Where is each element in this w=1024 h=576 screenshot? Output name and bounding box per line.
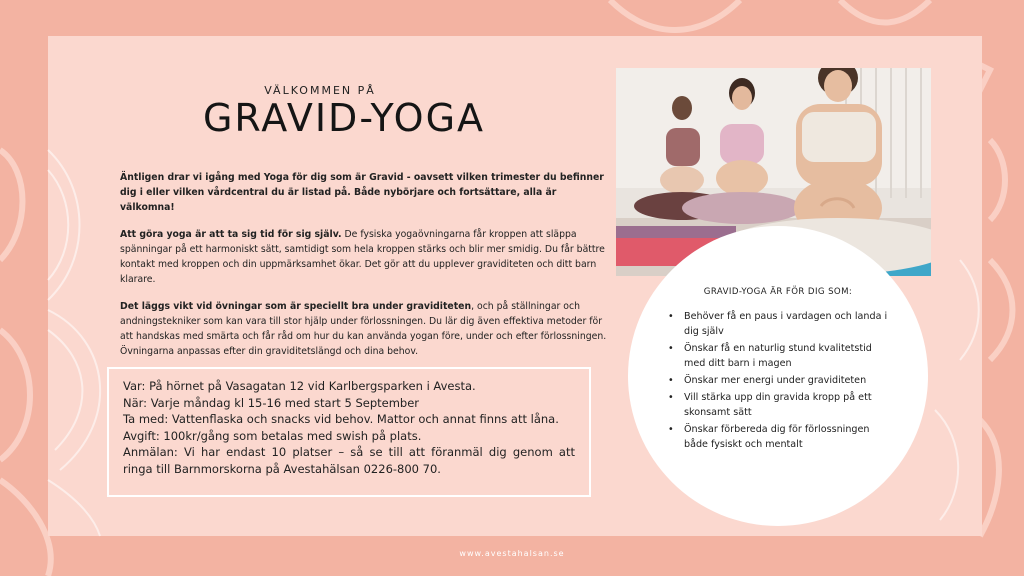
list-item [668,341,894,371]
intro-paragraph-1: Äntligen drar vi igång med Yoga för dig som är Gravid - oavsett vilken trimester du befinner dig i eller vilken vårdcentral du är listad på. Både nybörjare och fortsättare, alla är välkomna! [120,172,604,213]
intro-paragraph-2-lead: Att göra yoga är att ta sig tid för sig själv. [120,229,342,240]
bullet-icon: • [668,392,674,403]
intro-paragraph-3 [120,299,610,359]
info-fee: Avgift: 100kr/gång som betalas med swish på plats. [123,428,422,443]
bullet-icon: • [668,343,674,354]
intro-text [120,170,610,371]
intro-paragraph-2 [120,227,610,287]
event-info-box [107,367,591,497]
bullet-icon: • [668,311,674,322]
page-title: GRAVID-YOGA [202,96,486,140]
info-registration-line-1: Anmälan: Vi har endast 10 platser – så se till att föranmäl dig genom att [123,445,575,459]
info-time: När: Varje måndag kl 15-16 med start 5 September [123,395,420,410]
list-item-text: Önskar förbereda dig för förlossningen både fysiskt och mentalt [684,424,870,450]
footer-url: www.avestahalsan.se [459,549,565,558]
list-item-text: Vill stärka upp din gravida kropp på ett skonsamt sätt [684,392,872,418]
intro-paragraph-3-body: , och på ställningar och andningstekniker som kan vara till stor hjälp under förlossningen. Du lär dig även effektiva metoder för att handskas med smärta och får råd om hur du kan använda yogan före, under och efter förlossningen. Övningarna anpassas efter din graviditetslängd och dina behov. [120,301,607,357]
list-item [668,390,894,420]
audience-title: GRAVID-YOGA ÄR FÖR DIG SOM: [703,287,853,297]
list-item-text: Önskar få en naturlig stund kvalitetstid med ditt barn i magen [684,343,872,369]
list-item-text: Behöver få en paus i vardagen och landa i dig själv [684,311,888,337]
list-item [668,373,894,388]
audience-list [668,309,894,454]
intro-paragraph-3-lead: Det läggs vikt vid övningar som är speciellt bra under graviditeten [120,301,472,312]
list-item-text: Önskar mer energi under graviditeten [684,375,867,386]
info-bring: Ta med: Vattenflaska och snacks vid behov. Mattor och annat finns att låna. [123,412,559,426]
list-item [668,309,894,339]
bullet-icon: • [668,375,674,386]
info-registration-line-2: ringa till Barnmorskorna på Avestahälsan 0226-800 70. [123,461,441,476]
intro-paragraph-2-body: De fysiska yogaövningarna får kroppen att släppa spänningar på ett harmoniskt sätt, samtidigt som hela kroppen stärks och blir mer smidig. Du får bättre kontakt med kroppen och din uppmärksamhet ökar. Det gör att du upplever graviditeten och ditt barn klarare. [120,229,605,285]
info-location: Var: På hörnet på Vasagatan 12 vid Karlbergsparken i Avesta. [123,379,476,393]
welcome-kicker: VÄLKOMMEN PÅ [264,84,376,97]
list-item [668,422,894,452]
bullet-icon: • [668,424,674,435]
